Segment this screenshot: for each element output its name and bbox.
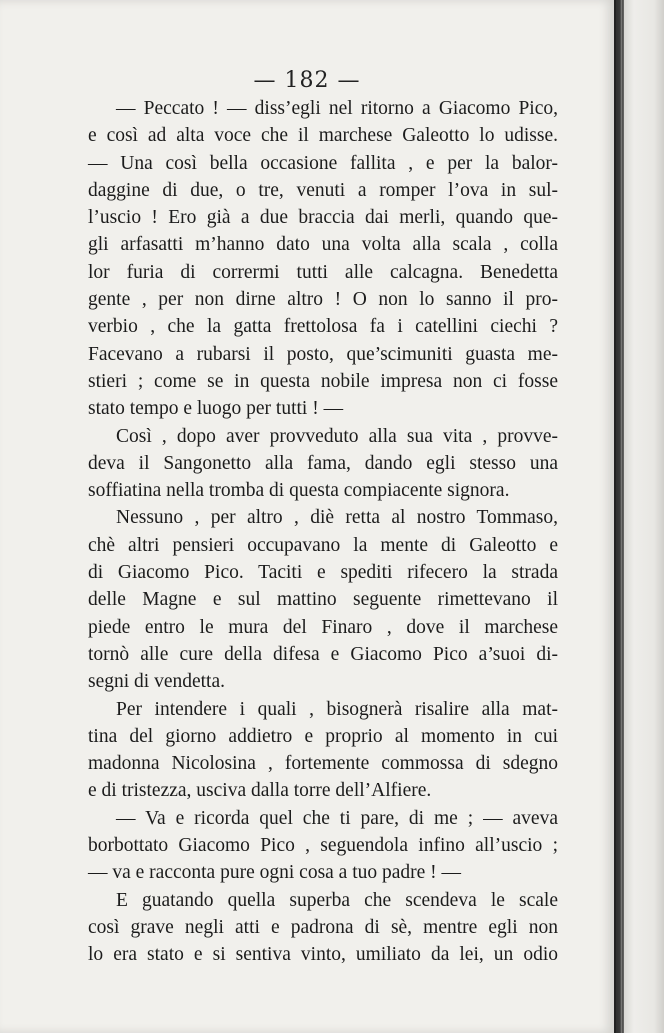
text-line: l’uscio ! Ero già a due braccia dai merli, quando que- — [88, 207, 558, 229]
text-line: borbottato Giacomo Pico , seguendola infino all’uscio ; — [88, 835, 558, 857]
book-spine-edge — [614, 0, 664, 1033]
text-line: — Va e ricorda quel che ti pare, di me ; — aveva — [116, 807, 558, 829]
text-line: soffiatina nella tromba di questa compiacente signora. — [88, 480, 510, 502]
edge-line — [614, 0, 616, 1033]
text-line: stieri ; come se in questa nobile impresa non ci fosse — [88, 370, 558, 392]
text-line: e così ad alta voce che il marchese Galeotto lo udisse. — [88, 125, 558, 147]
text-line: stato tempo e luogo per tutti ! — — [88, 398, 344, 420]
text-body — [88, 95, 558, 969]
text-line: Per intendere i quali , bisognerà risalire alla mat- — [116, 698, 558, 720]
text-line: e di tristezza, usciva dalla torre dell’Alfiere. — [88, 780, 432, 802]
text-line: lor furia di corrermi tutti alle calcagna. Benedetta — [88, 261, 558, 283]
edge-line — [622, 0, 624, 1033]
page-number: — 182 — — [253, 68, 361, 93]
text-line: così grave negli atti e padrona di sè, mentre egli non — [88, 916, 558, 938]
text-line: tornò alle cure della difesa e Giacomo Pico a’suoi di- — [88, 643, 558, 665]
text-line: verbio , che la gatta frettolosa fa i catellini ciechi ? — [88, 316, 558, 338]
text-line: Nessuno , per altro , diè retta al nostro Tommaso, — [116, 507, 558, 529]
text-line: E guatando quella superba che scendeva le scale — [116, 889, 558, 911]
text-line: Facevano a rubarsi il posto, que’scimuniti guasta me- — [88, 343, 558, 365]
text-line: daggine di due, o tre, venuti a romper l’ova in sul- — [88, 179, 558, 201]
text-line: tina del giorno addietro e proprio al momento in cui — [88, 725, 558, 747]
text-line: gli arfasatti m’hanno dato una volta alla scala , colla — [88, 234, 558, 256]
text-line: segni di vendetta. — [88, 671, 226, 693]
text-line: — Peccato ! — diss’egli nel ritorno a Giacomo Pico, — [116, 98, 558, 119]
text-line: di Giacomo Pico. Taciti e spediti rifecero la strada — [88, 562, 558, 584]
text-line: gente , per non dirne altro ! O non lo sanno il pro- — [88, 289, 558, 311]
text-line: piede entro le mura del Finaro , dove il marchese — [88, 616, 558, 638]
text-line: lo era stato e si sentiva vinto, umiliato da lei, un odio — [88, 944, 558, 966]
text-line: deva il Sangonetto alla fama, dando egli stesso una — [88, 452, 558, 474]
text-line: — Una così bella occasione fallita , e per la balor- — [88, 152, 558, 174]
text-line: — va e racconta pure ogni cosa a tuo padre ! — — [88, 862, 462, 884]
text-line: Così , dopo aver provveduto alla sua vita , provve- — [116, 425, 558, 447]
text-line: delle Magne e sul mattino seguente rimettevano il — [88, 589, 558, 611]
text-line: madonna Nicolosina , fortemente commossa di sdegno — [88, 753, 558, 775]
text-line: chè altri pensieri occupavano la mente di Galeotto e — [88, 534, 558, 556]
